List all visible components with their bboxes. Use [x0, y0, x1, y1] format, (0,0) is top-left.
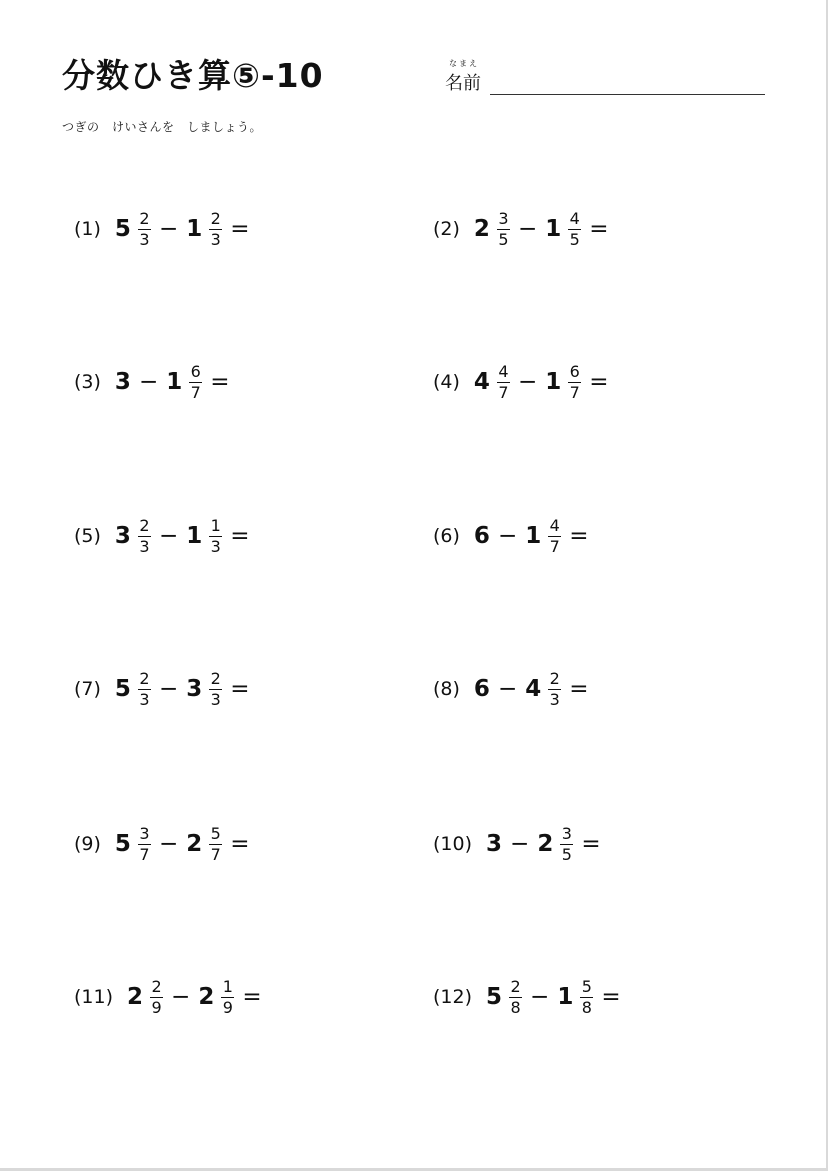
fraction-denominator: 8	[581, 997, 592, 1017]
problem-number: (4)	[433, 371, 460, 393]
problem-number: (11)	[74, 986, 114, 1008]
minus-sign: −	[171, 984, 191, 1010]
minuend-fraction	[138, 668, 151, 709]
equals-sign: =	[230, 676, 250, 702]
minus-sign: −	[510, 831, 530, 857]
fraction-denominator: 7	[549, 536, 560, 556]
fraction-denominator: 7	[569, 382, 580, 402]
problem-number: (6)	[433, 525, 460, 547]
fraction-denominator: 7	[498, 382, 509, 402]
equals-sign: =	[210, 369, 230, 395]
subtrahend-fraction	[209, 668, 222, 709]
fraction-numerator: 2	[139, 515, 150, 535]
subtrahend-whole: 2	[186, 831, 203, 857]
subtrahend-whole: 1	[557, 984, 574, 1010]
fraction-denominator: 9	[151, 997, 162, 1017]
fraction-denominator: 5	[561, 844, 572, 864]
subtrahend-fraction	[580, 976, 593, 1017]
problem-9	[74, 818, 250, 870]
minus-sign: −	[138, 369, 159, 395]
problem-1	[74, 203, 250, 255]
fraction-denominator: 3	[210, 536, 221, 556]
name-field	[445, 58, 765, 98]
problem-10	[433, 818, 601, 870]
fraction-denominator: 3	[139, 689, 150, 709]
minuend-fraction	[150, 976, 163, 1017]
subtrahend-fraction	[548, 515, 561, 556]
equals-sign: =	[589, 216, 609, 242]
subtrahend-fraction	[209, 208, 222, 249]
fraction-numerator: 3	[139, 823, 150, 843]
minuend-fraction	[138, 208, 151, 249]
fraction-denominator: 7	[190, 382, 201, 402]
fraction-numerator: 2	[210, 208, 221, 228]
fraction-numerator: 2	[139, 208, 150, 228]
minus-sign: −	[497, 676, 518, 702]
fraction-numerator: 6	[569, 361, 580, 381]
minus-sign: −	[158, 676, 179, 702]
problem-5	[74, 510, 250, 562]
subtrahend-fraction	[189, 361, 202, 402]
equals-sign: =	[569, 676, 589, 702]
subtrahend-fraction	[548, 668, 561, 709]
fraction-numerator: 3	[561, 823, 572, 843]
minus-sign: −	[158, 216, 179, 242]
fraction-denominator: 5	[498, 229, 509, 249]
subtrahend-whole: 1	[525, 523, 542, 549]
minuend-fraction	[138, 515, 151, 556]
fraction-denominator: 7	[139, 844, 150, 864]
fraction-denominator: 8	[510, 997, 521, 1017]
subtrahend-fraction	[221, 976, 234, 1017]
minuend-fraction	[497, 361, 510, 402]
fraction-numerator: 2	[210, 668, 221, 688]
minuend-whole: 5	[486, 984, 503, 1010]
subtrahend-whole: 1	[545, 369, 562, 395]
subtrahend-whole: 1	[186, 523, 203, 549]
fraction-numerator: 1	[222, 976, 233, 996]
fraction-numerator: 6	[190, 361, 201, 381]
equals-sign: =	[230, 831, 250, 857]
problem-number: (7)	[74, 678, 101, 700]
equals-sign: =	[242, 984, 262, 1010]
minuend-fraction	[497, 208, 510, 249]
minuend-whole: 6	[473, 676, 490, 702]
instruction-text: つぎの けいさんを しましょう。	[62, 120, 263, 134]
minuend-whole: 3	[114, 523, 131, 549]
fraction-denominator: 3	[139, 536, 150, 556]
fraction-denominator: 3	[210, 689, 221, 709]
fraction-numerator: 4	[498, 361, 509, 381]
name-label: 名前	[445, 73, 481, 94]
subtrahend-fraction	[568, 208, 581, 249]
fraction-denominator: 7	[210, 844, 221, 864]
subtrahend-whole: 4	[525, 676, 542, 702]
minuend-whole: 3	[114, 369, 131, 395]
subtrahend-fraction	[209, 823, 222, 864]
fraction-denominator: 3	[139, 229, 150, 249]
fraction-numerator: 4	[569, 208, 580, 228]
fraction-numerator: 2	[151, 976, 162, 996]
minuend-whole: 6	[473, 523, 490, 549]
problem-8	[433, 663, 589, 715]
equals-sign: =	[581, 831, 601, 857]
equals-sign: =	[569, 523, 589, 549]
subtrahend-whole: 2	[537, 831, 554, 857]
minuend-fraction	[138, 823, 151, 864]
minus-sign: −	[517, 216, 538, 242]
equals-sign: =	[230, 523, 250, 549]
problem-number: (2)	[433, 218, 460, 240]
problem-number: (10)	[433, 833, 473, 855]
minuend-whole: 5	[114, 216, 131, 242]
minuend-whole: 2	[473, 216, 490, 242]
fraction-denominator: 3	[549, 689, 560, 709]
fraction-numerator: 3	[498, 208, 509, 228]
minuend-whole: 5	[114, 831, 131, 857]
fraction-numerator: 4	[549, 515, 560, 535]
minuend-whole: 2	[127, 984, 144, 1010]
problem-3	[74, 356, 230, 408]
worksheet-title: 分数ひき算⑤-10	[62, 56, 324, 95]
problem-7	[74, 663, 250, 715]
fraction-numerator: 5	[210, 823, 221, 843]
fraction-numerator: 2	[139, 668, 150, 688]
fraction-numerator: 5	[581, 976, 592, 996]
minuend-whole: 3	[486, 831, 503, 857]
subtrahend-fraction	[209, 515, 222, 556]
name-write-line[interactable]	[490, 94, 765, 95]
minus-sign: −	[158, 831, 179, 857]
equals-sign: =	[589, 369, 609, 395]
subtrahend-whole: 1	[166, 369, 183, 395]
minus-sign: −	[517, 369, 538, 395]
subtrahend-whole: 1	[186, 216, 203, 242]
problem-12	[433, 971, 621, 1023]
subtrahend-fraction	[560, 823, 573, 864]
problem-number: (1)	[74, 218, 101, 240]
problem-number: (5)	[74, 525, 101, 547]
fraction-numerator: 2	[510, 976, 521, 996]
problem-2	[433, 203, 609, 255]
fraction-denominator: 5	[569, 229, 580, 249]
problem-number: (3)	[74, 371, 101, 393]
problem-11	[74, 971, 262, 1023]
subtrahend-fraction	[568, 361, 581, 402]
name-ruby: なまえ	[449, 59, 479, 68]
problem-number: (12)	[433, 986, 473, 1008]
problem-number: (8)	[433, 678, 460, 700]
fraction-denominator: 3	[210, 229, 221, 249]
fraction-denominator: 9	[222, 997, 233, 1017]
problem-6	[433, 510, 589, 562]
problem-number: (9)	[74, 833, 101, 855]
minus-sign: −	[497, 523, 518, 549]
minus-sign: −	[158, 523, 179, 549]
equals-sign: =	[601, 984, 621, 1010]
subtrahend-whole: 3	[186, 676, 203, 702]
equals-sign: =	[230, 216, 250, 242]
fraction-numerator: 2	[549, 668, 560, 688]
fraction-numerator: 1	[210, 515, 221, 535]
minuend-whole: 4	[473, 369, 490, 395]
minuend-fraction	[509, 976, 522, 1017]
subtrahend-whole: 2	[198, 984, 215, 1010]
subtrahend-whole: 1	[545, 216, 562, 242]
minus-sign: −	[530, 984, 550, 1010]
problem-4	[433, 356, 609, 408]
minuend-whole: 5	[114, 676, 131, 702]
